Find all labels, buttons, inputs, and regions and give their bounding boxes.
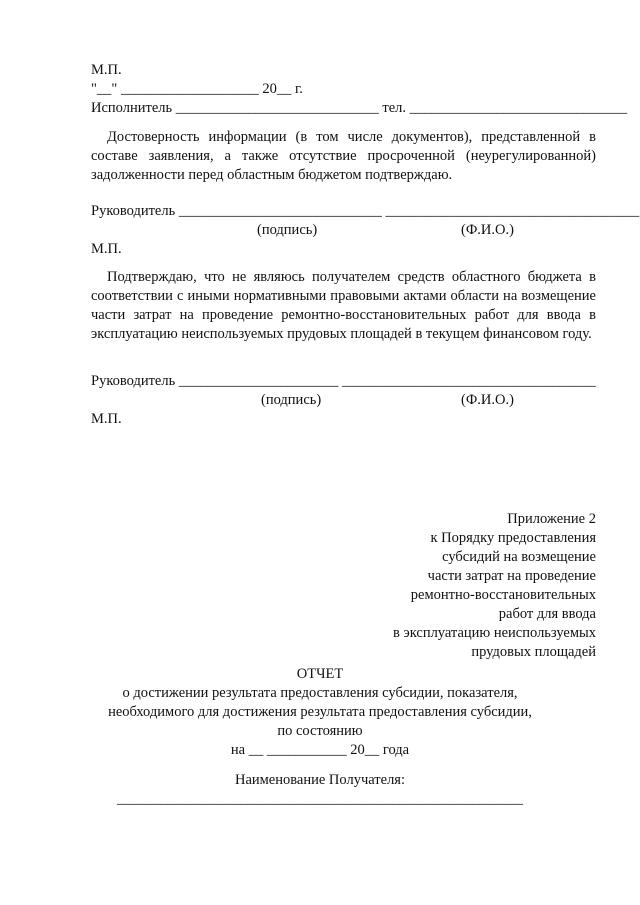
report-subtitle-line: о достижении результата предоставления субсидии, показателя, (122, 685, 518, 701)
report-subtitle-line: по состоянию (277, 723, 363, 739)
appendix-header (336, 510, 596, 662)
stamp-place: М.П. (91, 62, 122, 78)
recipient-label: Наименование Получателя: (234, 772, 406, 788)
confirmation-paragraph-1: Достоверность информации (в том числе документов), представленной в составе заявления, а также отсутствие просроченной (неурегулированной) задолженности перед областным бюджетом подтверждаю. (91, 129, 596, 183)
appendix-line: прудовых площадей (471, 644, 596, 660)
appendix-line: части затрат на проведение (427, 568, 596, 584)
recipient-blank-line: ________________________________________________________ (117, 791, 523, 807)
confirmation-paragraph-2: Подтверждаю, что не являюсь получателем средств областного бюджета в соответствии с иными нормативными правовыми актами области на возмещение части затрат на проведение ремонтно-восстановительных работ для ввода в эксплуатацию неиспользуемых прудовых площадей в текущем финансовом году. (91, 269, 596, 342)
recipient-block (0, 771, 640, 809)
appendix-line: ремонтно-восстановительных (410, 587, 596, 603)
report-date-line: на __ ___________ 20__ года (230, 742, 410, 758)
head-signature-line: Руководитель ____________________________ ___________________________________ (91, 203, 640, 219)
stamp-place: М.П. (91, 411, 122, 427)
executor-line: Исполнитель ____________________________ тел. ______________________________ (91, 100, 628, 116)
report-subtitle-line: необходимого для достижения результата предоставления субсидии, (108, 704, 532, 720)
report-title: ОТЧЕТ (296, 666, 344, 682)
signature-caption: (подпись) (257, 222, 318, 238)
signature-caption: (подпись) (261, 392, 322, 408)
appendix-line: в эксплуатацию неиспользуемых (393, 625, 596, 641)
top-block (91, 61, 628, 118)
signature-block-2 (91, 372, 596, 429)
appendix-line: работ для ввода (498, 606, 596, 622)
name-caption: (Ф.И.О.) (461, 222, 514, 238)
name-caption: (Ф.И.О.) (461, 392, 514, 408)
appendix-line: к Порядку предоставления (430, 530, 596, 546)
appendix-line: Приложение 2 (507, 511, 596, 527)
stamp-place: М.П. (91, 241, 122, 257)
head-signature-line: Руководитель ______________________ ___________________________________ (91, 373, 596, 389)
report-heading (0, 665, 640, 760)
date-line: "__" ___________________ 20__ г. (91, 81, 303, 97)
appendix-line: субсидий на возмещение (442, 549, 596, 565)
signature-block-1 (91, 202, 640, 259)
